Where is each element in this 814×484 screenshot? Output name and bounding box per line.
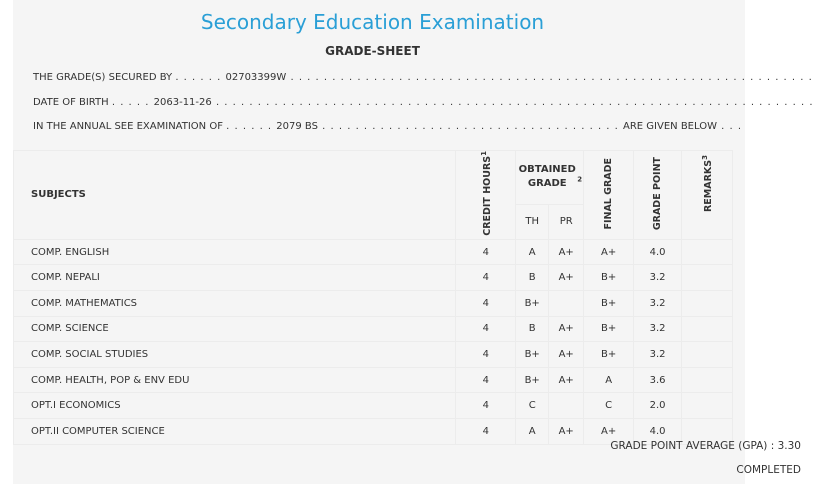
credit-cell: 4: [456, 393, 516, 419]
dob-label: DATE OF BIRTH: [33, 97, 109, 108]
subject-cell: COMP. SCIENCE: [14, 316, 456, 342]
th-grade-cell: C: [516, 393, 549, 419]
credit-cell: 4: [456, 367, 516, 393]
completion-status: COMPLETED: [736, 464, 801, 476]
final-grade-cell: B+: [584, 342, 634, 368]
table-row: [14, 239, 733, 265]
final-grade-cell: A: [584, 367, 634, 393]
th-grade-cell: B: [516, 265, 549, 291]
th-grade-cell: B+: [516, 367, 549, 393]
grade-point-cell: 3.2: [634, 265, 682, 291]
grade-point-cell: 2.0: [634, 393, 682, 419]
grade-point-cell: 3.2: [634, 342, 682, 368]
obtained-grade-header: OBTAINED GRADE $^2$: [516, 151, 584, 205]
final-grade-cell: C: [584, 393, 634, 419]
grade-point-cell: 3.2: [634, 316, 682, 342]
page-title: Secondary Education Examination: [200, 10, 545, 34]
credit-cell: 4: [456, 290, 516, 316]
grade-point-cell: 3.2: [634, 290, 682, 316]
pr-grade-cell: [549, 290, 584, 316]
secured-by-label: THE GRADE(S) SECURED BY: [33, 72, 173, 83]
subject-cell: COMP. SOCIAL STUDIES: [14, 342, 456, 368]
table-row: [14, 393, 733, 419]
grades-table: [13, 150, 733, 445]
table-row: [14, 342, 733, 368]
final-grade-cell: A+: [584, 418, 634, 444]
exam-suffix: ARE GIVEN BELOW: [623, 121, 717, 132]
remarks-cell: [682, 290, 733, 316]
remarks-cell: [682, 393, 733, 419]
pr-header: PR: [549, 204, 584, 239]
credit-cell: 4: [456, 265, 516, 291]
pr-grade-cell: A+: [549, 342, 584, 368]
exam-label: IN THE ANNUAL SEE EXAMINATION OF: [33, 121, 223, 132]
credit-cell: 4: [456, 316, 516, 342]
remarks-cell: [682, 367, 733, 393]
credit-cell: 4: [456, 342, 516, 368]
subject-cell: COMP. ENGLISH: [14, 239, 456, 265]
credit-cell: 4: [456, 239, 516, 265]
subject-cell: COMP. NEPALI: [14, 265, 456, 291]
gpa-summary: GRADE POINT AVERAGE (GPA) : 3.30: [610, 440, 801, 452]
symbol-number: 02703399W: [225, 72, 287, 83]
subject-cell: COMP. HEALTH, POP & ENV EDU: [14, 367, 456, 393]
th-grade-cell: B+: [516, 290, 549, 316]
grade-point-cell: 4.0: [634, 239, 682, 265]
th-grade-cell: B: [516, 316, 549, 342]
subjects-header: SUBJECTS: [14, 151, 456, 240]
th-grade-cell: A: [516, 239, 549, 265]
th-header: TH: [516, 204, 549, 239]
pr-grade-cell: A+: [549, 239, 584, 265]
th-grade-cell: B+: [516, 342, 549, 368]
th-grade-cell: A: [516, 418, 549, 444]
subject-cell: OPT.I ECONOMICS: [14, 393, 456, 419]
exam-line: IN THE ANNUAL SEE EXAMINATION OF . . . . . . 2079 BS . . . . . . . . . . . . . . . . . . . . . . . . . . . . . . . . . . . . ARE GIVEN BELOW . . .: [33, 121, 743, 132]
remarks-cell: [682, 316, 733, 342]
pr-grade-cell: A+: [549, 316, 584, 342]
pr-grade-cell: A+: [549, 265, 584, 291]
final-grade-header: FINAL GRADE: [584, 151, 634, 240]
dob-value: 2063-11-26: [153, 97, 212, 108]
secured-by-line: THE GRADE(S) SECURED BY . . . . . . 02703399W . . . . . . . . . . . . . . . . . . . . . . . . . . . . . . . . . . . . . . . . . . . . . . . . . . . . . . . . . . . . . . .: [33, 72, 813, 83]
pr-grade-cell: A+: [549, 418, 584, 444]
remarks-cell: [682, 265, 733, 291]
final-grade-cell: B+: [584, 265, 634, 291]
remarks-cell: [682, 342, 733, 368]
table-row: [14, 316, 733, 342]
exam-year: 2079 BS: [276, 121, 318, 132]
remarks-header: REMARKS$^3$: [682, 151, 733, 240]
credit-hours-header: CREDIT HOURS$^1$: [456, 151, 516, 240]
pr-grade-cell: [549, 393, 584, 419]
table-row: [14, 367, 733, 393]
final-grade-cell: B+: [584, 290, 634, 316]
remarks-cell: [682, 239, 733, 265]
subject-cell: OPT.II COMPUTER SCIENCE: [14, 418, 456, 444]
grade-point-header: GRADE POINT: [634, 151, 682, 240]
pr-grade-cell: A+: [549, 367, 584, 393]
grade-point-cell: 3.6: [634, 367, 682, 393]
credit-cell: 4: [456, 418, 516, 444]
page-subtitle: GRADE-SHEET: [325, 44, 420, 58]
table-row: [14, 290, 733, 316]
final-grade-cell: A+: [584, 239, 634, 265]
subject-cell: COMP. MATHEMATICS: [14, 290, 456, 316]
table-row: [14, 265, 733, 291]
dob-line: DATE OF BIRTH . . . . . 2063-11-26 . . . . . . . . . . . . . . . . . . . . . . . . . . . . . . . . . . . . . . . . . . . . . . . . . . . . . . . . . . . . . . . . . . . . . . . .: [33, 97, 814, 108]
grade-point-cell: 4.0: [634, 418, 682, 444]
final-grade-cell: B+: [584, 316, 634, 342]
